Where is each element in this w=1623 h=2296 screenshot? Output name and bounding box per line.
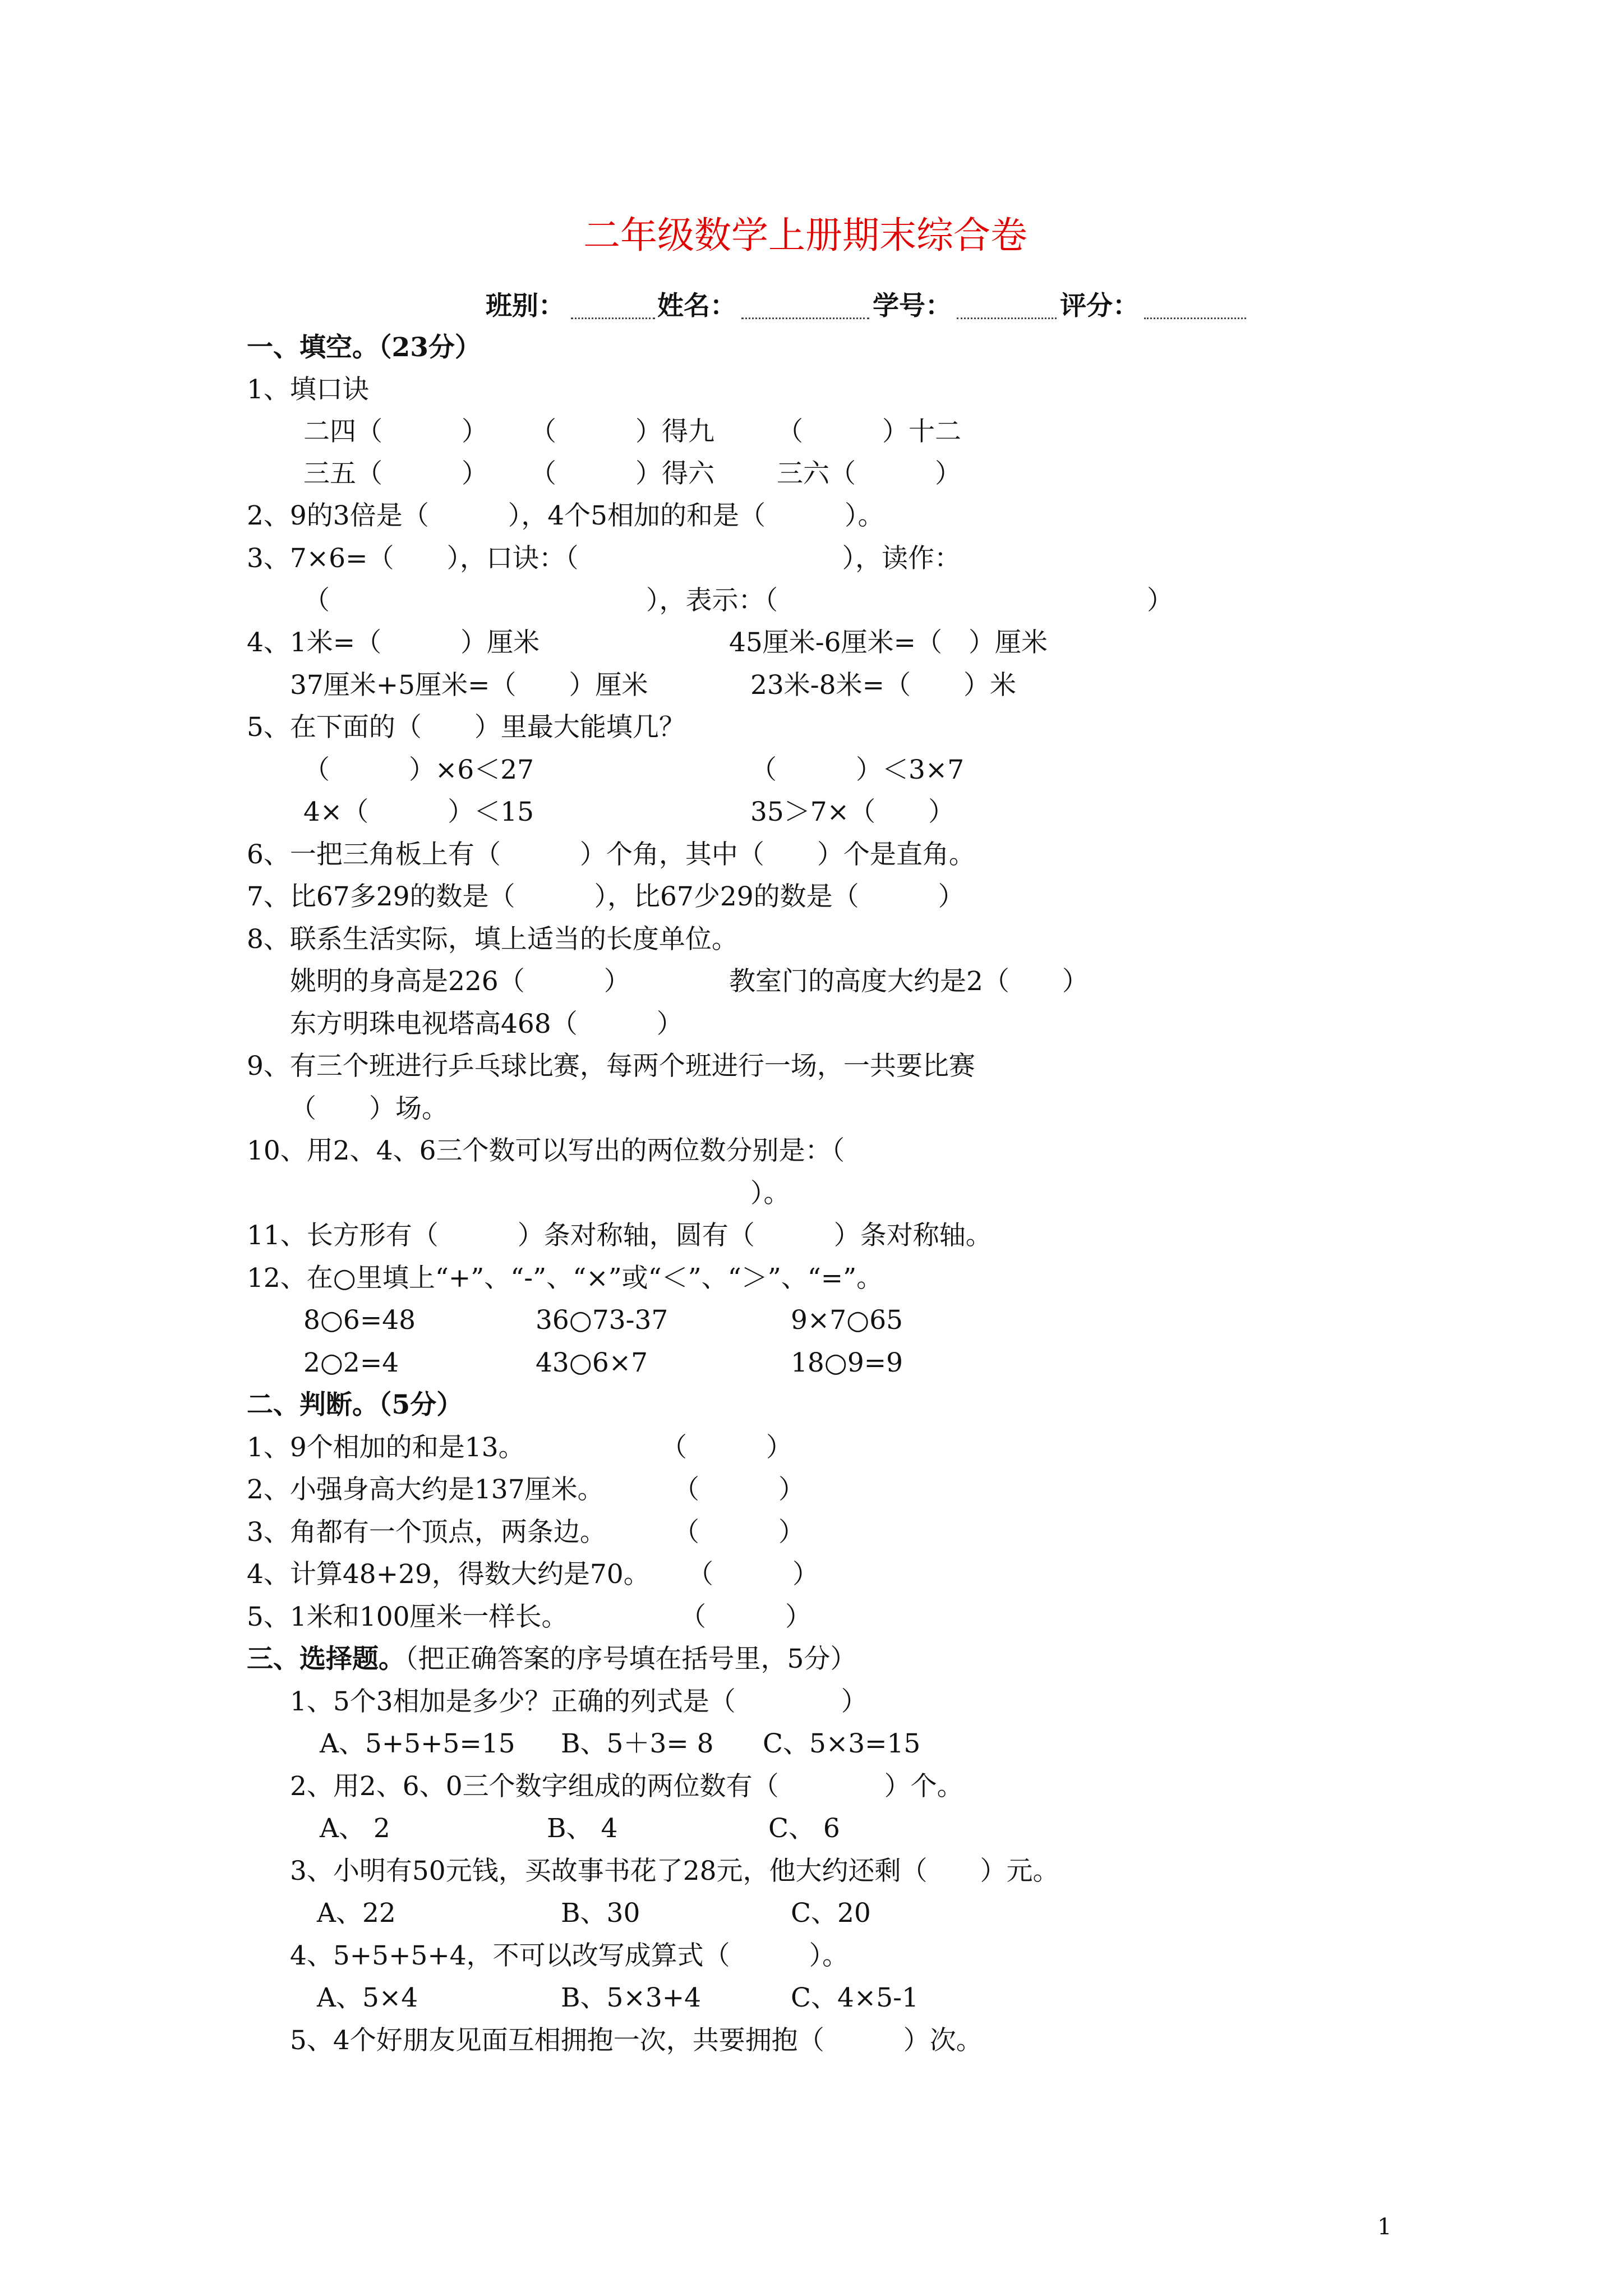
question-5-item: （ ）＜3×7 (750, 754, 965, 785)
question-6: 6、一把三角板上有（ ）个角，其中（ ）个是直角。 (247, 839, 975, 870)
question-8-item: 姚明的身高是226（ ） (290, 966, 630, 997)
question-1-item: 二四（ ） (303, 416, 488, 447)
question-8: 8、联系生活实际，填上适当的长度单位。 (247, 924, 738, 955)
question-5-item: 4×（ ）＜15 (303, 797, 534, 827)
choice-option[interactable]: A、 2 (320, 1813, 390, 1844)
question-4-item: 37厘米+5厘米=（ ）厘米 (290, 670, 648, 701)
score-label: 评分： (1060, 291, 1139, 321)
choice-option[interactable]: A、5+5+5=15 (320, 1728, 515, 1759)
question-8-item: 东方明珠电视塔高468（ ） (290, 1009, 683, 1039)
choice-option[interactable]: B、 4 (547, 1813, 618, 1844)
judgment-answer-paren[interactable]: （ ） (661, 1432, 792, 1463)
judgment-answer-paren[interactable]: （ ） (673, 1517, 805, 1548)
score-blank[interactable] (1144, 318, 1246, 319)
judgment-item: 4、计算48+29，得数大约是70。 (247, 1559, 650, 1590)
choice-option[interactable]: C、 6 (768, 1813, 840, 1844)
judgment-answer-paren[interactable]: （ ） (673, 1474, 805, 1505)
student-id-label: 学号： (873, 291, 952, 321)
question-5-item: （ ）×6＜27 (303, 754, 534, 785)
name-label: 姓名： (657, 291, 736, 321)
question-4-item: 23米-8米=（ ）米 (750, 670, 1016, 701)
class-label: 班别： (486, 291, 565, 321)
choice-option[interactable]: A、5×4 (317, 1982, 418, 2013)
judgment-item: 2、小强身高大约是137厘米。 (247, 1474, 604, 1505)
question-12: 12、在○里填上“+”、“-”、“×”或“＜”、“＞”、“=”。 (247, 1263, 883, 1294)
judgment-item: 1、9个相加的和是13。 (247, 1432, 525, 1463)
choice-question: 3、小明有50元钱，买故事书花了28元，他大约还剩（ ）元。 (290, 1856, 1059, 1887)
section-3-heading (247, 1642, 856, 1676)
section-3-heading-title: 三、选择题。 (247, 1644, 405, 1674)
page-title: 二年级数学上册期末综合卷 (583, 214, 1027, 257)
question-12-item: 9×7○65 (791, 1305, 903, 1336)
choice-question: 4、5+5+5+4，不可以改写成算式（ ）。 (290, 1940, 849, 1971)
question-5: 5、在下面的（ ）里最大能填几？ (247, 712, 685, 743)
question-1: 1、填口诀 (247, 374, 369, 405)
judgment-item: 3、角都有一个顶点，两条边。 (247, 1517, 606, 1548)
question-1-item: （ ）十二 (777, 416, 961, 447)
page-number: 1 (1377, 2214, 1392, 2240)
choice-option[interactable]: A、22 (317, 1898, 396, 1929)
question-12-item: 2○2=4 (303, 1347, 399, 1378)
section-2-heading: 二、判断。（5分） (247, 1389, 463, 1420)
question-12-item: 43○6×7 (536, 1347, 648, 1378)
name-blank[interactable] (741, 318, 869, 319)
section-3-heading-note: （把正确答案的序号填在括号里，5分） (405, 1644, 857, 1674)
question-5-item: 35＞7×（ ） (750, 797, 955, 827)
question-4-item: 4、1米=（ ）厘米 (247, 627, 540, 658)
judgment-answer-paren[interactable]: （ ） (687, 1559, 819, 1590)
choice-option[interactable]: C、5×3=15 (763, 1728, 921, 1759)
question-9-continued: （ ）场。 (290, 1093, 448, 1124)
choice-question: 1、5个3相加是多少？正确的列式是（ ） (290, 1686, 868, 1717)
question-1-item: （ ）得九 (530, 416, 714, 447)
judgment-answer-paren[interactable]: （ ） (680, 1602, 811, 1632)
question-10-continued: ）。 (750, 1178, 790, 1209)
class-blank[interactable] (571, 318, 655, 319)
question-1-item: （ ）得六 (530, 458, 714, 489)
question-10: 10、用2、4、6三个数可以写出的两位数分别是：（ (247, 1135, 845, 1166)
choice-question: 2、用2、6、0三个数字组成的两位数有（ ）个。 (290, 1771, 963, 1802)
question-12-item: 18○9=9 (791, 1347, 903, 1378)
question-1-item: 三六（ ） (777, 458, 961, 489)
choice-option[interactable]: C、4×5-1 (791, 1982, 919, 2013)
question-4-item: 45厘米-6厘米=（ ）厘米 (729, 627, 1048, 658)
question-3-continued: （ ），表示：（ ） (303, 585, 1173, 616)
section-1-heading: 一、填空。（23分） (247, 332, 481, 363)
student-id-blank[interactable] (957, 318, 1057, 319)
question-9: 9、有三个班进行乒乓球比赛，每两个班进行一场，一共要比赛 (247, 1051, 975, 1082)
question-2: 2、9的3倍是（ ），4个5相加的和是（ ）。 (247, 500, 884, 531)
question-8-item: 教室门的高度大约是2（ ） (729, 966, 1089, 997)
choice-option[interactable]: B、5×3+4 (561, 1982, 702, 2013)
question-1-item: 三五（ ） (303, 458, 488, 489)
judgment-item: 5、1米和100厘米一样长。 (247, 1602, 568, 1632)
choice-option[interactable]: B、30 (561, 1898, 640, 1929)
question-12-item: 36○73-37 (536, 1305, 668, 1336)
question-12-item: 8○6=48 (303, 1305, 416, 1336)
question-7: 7、比67多29的数是（ ），比67少29的数是（ ） (247, 881, 965, 912)
question-11: 11、长方形有（ ）条对称轴，圆有（ ）条对称轴。 (247, 1220, 992, 1251)
choice-option[interactable]: B、5＋3= 8 (561, 1728, 714, 1759)
choice-option[interactable]: C、20 (791, 1898, 871, 1929)
choice-question: 5、4个好朋友见面互相拥抱一次，共要拥抱（ ）次。 (290, 2025, 983, 2056)
question-3: 3、7×6=（ ），口诀：（ ），读作： (247, 543, 961, 574)
